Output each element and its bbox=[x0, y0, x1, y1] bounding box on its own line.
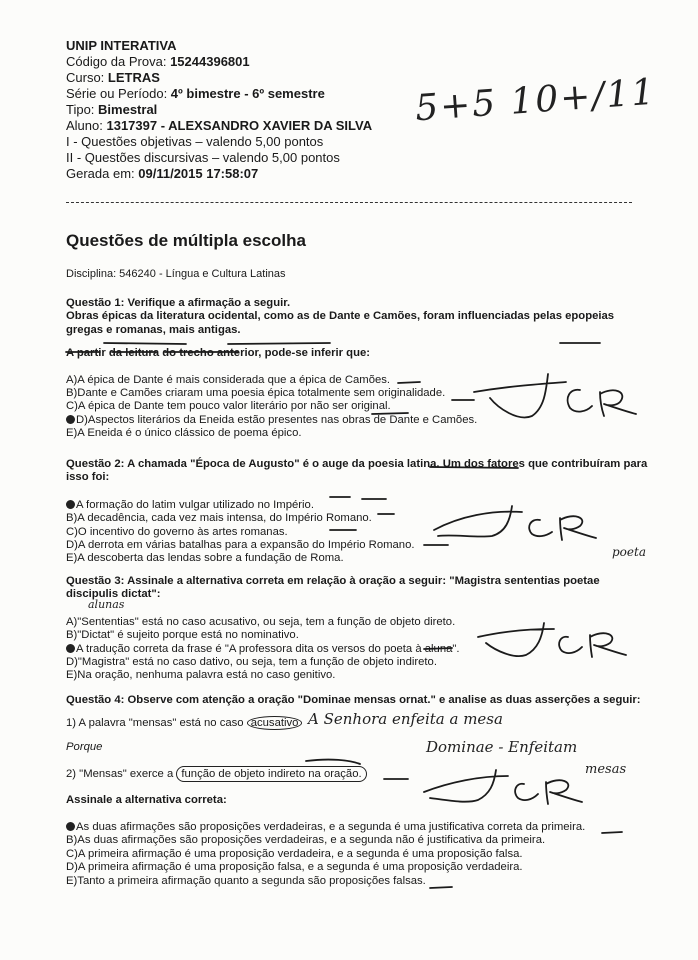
question-1-prompt: A partir da leitura do trecho anterior, pode-se inferir que: bbox=[66, 347, 371, 360]
question-4-prompt: Assinale a alternativa correta: bbox=[66, 793, 227, 806]
q3-option-b[interactable]: B)"Dictat" é sujeito porque está no nominativo. bbox=[66, 629, 299, 642]
generated-label: Gerada em: bbox=[66, 166, 139, 181]
handwritten-note-q4-3: mesas bbox=[585, 762, 627, 777]
q1-option-d-text: D)Aspectos literários da Eneida estão presentes nas obras de Dante e Camões. bbox=[76, 413, 478, 426]
course-label: Curso: bbox=[66, 70, 108, 85]
q1-option-a[interactable]: A)A épica de Dante é mais considerada que a épica de Camões. bbox=[66, 373, 391, 386]
q4-porque: Porque bbox=[66, 740, 103, 753]
student-value: 1317397 - ALEXSANDRO XAVIER DA SILVA bbox=[106, 118, 373, 133]
type-label: Tipo: bbox=[66, 102, 99, 117]
handwritten-note-alunas: alunas bbox=[88, 598, 125, 611]
q4-option-b[interactable]: B)As duas afirmações são proposições verdadeiras, e a segunda não é justificativa da primeira. bbox=[66, 834, 546, 847]
generated-value: 09/11/2015 17:58:07 bbox=[138, 166, 259, 181]
q4-statement-2-circled-text: função de objeto indireto na oração. bbox=[176, 766, 366, 782]
q2-option-a-text: A formação do latim vulgar utilizado no Império. bbox=[76, 498, 314, 511]
q4-option-d[interactable]: D)A primeira afirmação é uma proposição falsa, e a segunda é uma proposição verdadeira. bbox=[66, 861, 523, 874]
q1-title-line-3: gregas e romanas, mais antigas. bbox=[66, 323, 241, 336]
q2-option-e[interactable]: E)A descoberta das lendas sobre a fundação de Roma. bbox=[66, 552, 344, 565]
q3-option-d[interactable]: D)"Magistra" está no caso dativo, ou seja, tem a função de objeto indireto. bbox=[66, 656, 437, 669]
q3-title-line-2: discipulis dictat": bbox=[66, 588, 161, 601]
exam-code-label: Código da Prova: bbox=[66, 54, 171, 69]
question-4-title: Questão 4: Observe com atenção a oração "Dominae mensas ornat." e analise as duas asserções a seguir: bbox=[66, 694, 641, 706]
handwritten-note-q4-2: Dominae - Enfeitam bbox=[426, 738, 578, 756]
exam-code: 15244396801 bbox=[170, 54, 250, 69]
q2-title-line-1: Questão 2: A chamada "Época de Augusto" é o auge da poesia latina. Um dos fatores que contribuíram para bbox=[66, 458, 648, 470]
type-value: Bimestral bbox=[98, 102, 158, 117]
q3-option-a[interactable]: A)"Sententias" está no caso acusativo, ou seja, tem a função de objeto direto. bbox=[66, 615, 456, 628]
section-i-row: I - Questões objetivas – valendo 5,00 pontos bbox=[66, 134, 324, 149]
q4-option-c[interactable]: C)A primeira afirmação é uma proposição verdadeira, e a segunda é uma proposição falsa. bbox=[66, 847, 523, 860]
q3-title-line-1: Questão 3: Assinale a alternativa correta em relação à oração a seguir: "Magistra sententias poetae bbox=[66, 575, 600, 587]
q2-option-c[interactable]: C)O incentivo do governo às artes romanas. bbox=[66, 525, 288, 538]
q1-title-line-1: Questão 1: Verifique a afirmação a seguir. bbox=[66, 297, 291, 309]
student-label: Aluno: bbox=[66, 118, 107, 133]
handwritten-note-q4-1: A Senhora enfeita a mesa bbox=[308, 710, 503, 728]
q4-statement-1-text: 1) A palavra "mensas" está no caso bbox=[66, 717, 247, 730]
q1-option-e[interactable]: E)A Eneida é o único clássico de poema épico. bbox=[66, 427, 302, 440]
section-ii-row: II - Questões discursivas – valendo 5,00 pontos bbox=[66, 150, 340, 165]
q3-option-e[interactable]: E)Na oração, nenhuma palavra está no caso genitivo. bbox=[66, 669, 336, 682]
q4-statement-1-circled-word: acusativo bbox=[247, 716, 303, 730]
q4-option-e[interactable]: E)Tanto a primeira afirmação quanto a segunda são proposições falsas. bbox=[66, 874, 426, 887]
period-value: 4º bimestre - 6º semestre bbox=[170, 86, 325, 101]
institution-name: UNIP INTERATIVA bbox=[66, 38, 177, 53]
period-label: Série ou Período: bbox=[66, 86, 171, 101]
q3-option-c-text: A tradução correta da frase é "A professora dita os versos do poeta à aluna". bbox=[76, 642, 460, 655]
discipline-line: Disciplina: 546240 - Língua e Cultura Latinas bbox=[66, 268, 286, 280]
q1-option-c[interactable]: C)A épica de Dante tem pouco valor literário por não ser original. bbox=[66, 400, 391, 413]
handwritten-note-poeta: poeta bbox=[612, 545, 646, 559]
handwritten-score: 5+5 10+/11 bbox=[413, 71, 658, 130]
q4-statement-2-text: 2) "Mensas" exerce a bbox=[66, 768, 177, 781]
q4-option-a-text: As duas afirmações são proposições verdadeiras, e a segunda é uma justificativa correta da primeira. bbox=[76, 821, 586, 834]
q2-option-b[interactable]: B)A decadência, cada vez mais intensa, do Império Romano. bbox=[66, 512, 372, 525]
course-value: LETRAS bbox=[107, 70, 160, 85]
q1-option-b[interactable]: B)Dante e Camões criaram uma poesia épica totalmente sem originalidade. bbox=[66, 387, 446, 400]
section-title: Questões de múltipla escolha bbox=[66, 231, 306, 250]
q2-title-line-2: isso foi: bbox=[66, 471, 110, 484]
q2-option-d[interactable]: D)A derrota em várias batalhas para a expansão do Império Romano. bbox=[66, 539, 415, 552]
q1-title-line-2: Obras épicas da literatura ocidental, como as de Dante e Camões, foram influenciadas pelas epopeias bbox=[66, 310, 615, 323]
